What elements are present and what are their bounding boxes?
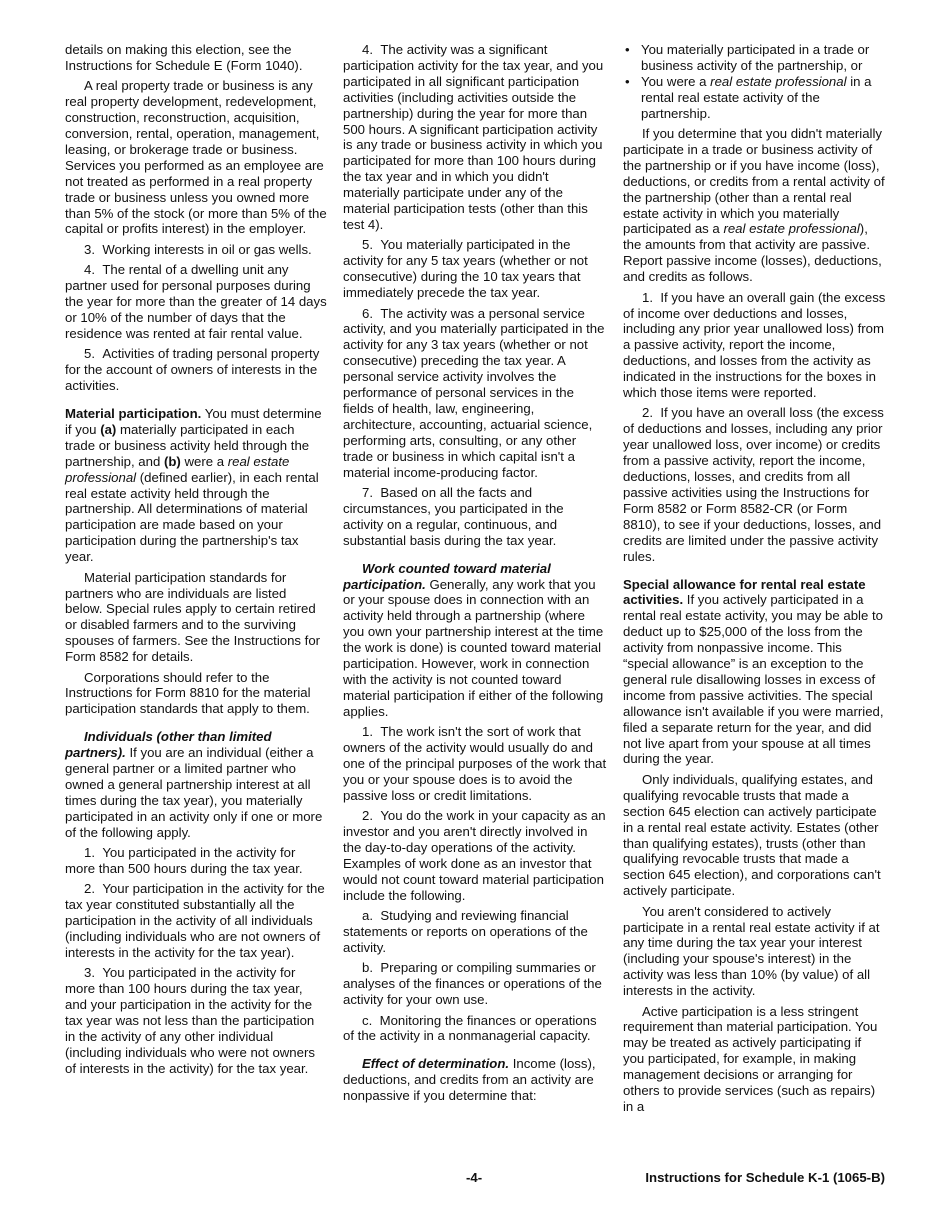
paragraph: Individuals (other than limited partners). If you are an individual (either a general partner or a limited partner who owned a general partnership interest at all times during the tax year), you materially participated in an activity only if one or more of the following apply. <box>65 729 323 840</box>
section-heading-material-participation: Material participation. <box>65 406 202 422</box>
list-item: 4. The rental of a dwelling unit any partner used for personal purposes during the year for more than the greater of 14 days or 10% of the number of days that the residence was rented at fair rental value. <box>65 262 327 341</box>
section-heading-individuals: Individuals (other than limited partners). <box>65 729 272 761</box>
list-item: 4. The activity was a significant participation activity for the tax year, and you participated in all significant participation activities (including activities outside the partnership) during the year for more than 500 hours. A significant participation activity is any trade or business activity in which you participated for more than 100 hours during the tax year and in which you didn't materially participate under any of the material participation tests (other than this test 4). <box>343 42 604 232</box>
list-item: 2. If you have an overall loss (the excess of deductions and losses, including any prior year unallowed loss, over income) or credits from a passive activity, report the income, deductions, losses, and credits from all passive activities using the Instructions for Form 8582 or Form 8582-CR (or Form 8810), to see if your deductions, losses, and credits are limited under the passive activity rules. <box>623 405 884 564</box>
paragraph: Corporations should refer to the Instructions for Form 8810 for the material participation standards that apply to them. <box>65 669 311 717</box>
list-item: 6. The activity was a personal service activity, and you materially participated in the activity for any 3 tax years (whether or not consecutive) preceding the tax year. A personal service activity involves the performance of personal services in the fields of health, law, engineering, architecture, accounting, actuarial science, performing arts, consulting, or any other trade or business in which capital isn't a material income-producing factor. <box>343 305 605 480</box>
section-heading-work-counted: Work counted toward material participation. <box>343 560 551 592</box>
list-item: 1. If you have an overall gain (the excess of income over deductions and losses, including any prior year unallowed loss) from a passive activity, report the income, deductions, and losses from the activity as indicated in the instructions for the boxes in which those items were reported. <box>623 289 886 401</box>
paragraph: Material participation. You must determine if you (a) materially participated in each trade or business activity held through the partnership, and (b) were a real estate professional (defined earlier), in each rental real estate activity held through the partnership. All determinations of material participation are made based on your participation during the partnership's tax year. <box>65 406 322 565</box>
paragraph: If you determine that you didn't materially participate in a trade or business activity of the partnership or if you have income (loss), deductions, or credits from a rental activity of the partnership (other than a rental real estate activity in which you materially participated as a real estate professional), the amounts from that activity are passive. Report passive income (losses), deductions, and credits as follows. <box>623 126 885 285</box>
bullet-item: • You were a real estate professional in a rental real estate activity of the partnership. <box>625 73 872 121</box>
page-number: -4- <box>466 1170 483 1185</box>
bullet-item: • You materially participated in a trade or business activity of the partnership, or <box>625 42 870 73</box>
list-item: c. Monitoring the finances or operations of the activity in a nonmanagerial capacity. <box>343 1012 597 1044</box>
list-item: 2. Your participation in the activity for the tax year constituted substantially all the participation in the activity of all individuals (including individuals who are not owners of interests in the activity for the tax year). <box>65 881 325 961</box>
section-heading-effect: Effect of determination. <box>362 1056 510 1072</box>
list-item: 7. Based on all the facts and circumstances, you participated in the activity on a regular, continuous, and substantial basis during the tax year. <box>343 484 564 548</box>
footer-title: Instructions for Schedule K-1 (1065-B) <box>645 1170 885 1185</box>
list-item: 1. The work isn't the sort of work that owners of the activity would usually do and one of the principal purposes of the work that you or your spouse does is to avoid the passive loss or credit limitations. <box>343 724 607 803</box>
paragraph: A real property trade or business is any real property development, redevelopment, construction, reconstruction, acquisition, conversion, rental, operation, management, leasing, or brokerage trade or business. Services you performed as an employee are not treated as performed in a real property trade or business unless you owned more than 5% of the stock (or more than 5% of the capital or profits interest) in the employer. <box>65 78 327 237</box>
paragraph: Material participation standards for partners who are individuals are listed below. Special rules apply to certain retired or disabled farmers and to the surviving spouses of farmers. See the Instructions for Form 8582 for details. <box>65 569 321 665</box>
paragraph: Special allowance for rental real estate activities. If you actively participated in a rental real estate activity, you may be able to deduct up to $25,000 of the loss from the activity from nonpassive income. This “special allowance” is an exception to the general rule disallowing losses in excess of income from passive activities. The special allowance isn't available if you were married, filed a separate return for the year, and did not live apart from your spouse at all times during the year. <box>623 576 884 767</box>
column-right <box>623 42 886 1119</box>
paragraph: Active participation is a less stringent requirement than material participation. You may be treated as actively participating if you participated, for example, in making management decisions or arranging for others to provide services (such as repairs) in a <box>623 1003 878 1114</box>
list-item: b. Preparing or compiling summaries or analyses of the finances or operations of the activity for your own use. <box>343 960 602 1008</box>
section-heading-special-allowance: Special allowance for rental real estate activities. <box>623 576 866 608</box>
list-item: 2. You do the work in your capacity as an investor and you aren't directly involved in the day-to-day operations of the activity. Examples of work done as an investor that would not count toward material participation include the following. <box>343 808 606 903</box>
paragraph: Only individuals, qualifying estates, and qualifying revocable trusts that made a section 645 election can actively participate in a rental real estate activity. Estates (other than qualifying estates), trusts (other than qualifying revocable trusts that made a section 645 election), and corporations can't actively participate. <box>623 771 881 899</box>
list-item: 5. Activities of trading personal property for the account of owners of interests in the activities. <box>65 346 320 394</box>
list-item: 3. You participated in the activity for more than 100 hours during the tax year, and your participation in the activity for the tax year was not less than the participation in the activity of any other individual (including individuals who were not owners of interests in the activity) for the tax year. <box>65 965 315 1076</box>
list-item: a. Studying and reviewing financial statements or reports on operations of the activity. <box>343 908 588 955</box>
column-middle <box>343 42 607 1109</box>
paragraph: details on making this election, see the Instructions for Schedule E (Form 1040). <box>65 42 303 73</box>
paragraph: Work counted toward material participation. Generally, any work that you or your spouse does in connection with an activity held through a partnership (where you own your partnership interest at the time the work is done) is counted toward material participation. However, work in connection with the activity is not counted toward material participation if either of the following applies. <box>343 560 604 719</box>
list-item: 3. Working interests in oil or gas wells. <box>84 241 312 257</box>
bullet-icon: • <box>625 73 630 89</box>
list-item: 1. You participated in the activity for more than 500 hours during the tax year. <box>65 845 303 876</box>
bullet-icon: • <box>625 42 630 57</box>
paragraph: Effect of determination. Income (loss), deductions, and credits from an activity are nonpassive if you determine that: <box>343 1056 596 1104</box>
paragraph: You aren't considered to actively participate in a rental real estate activity if at any time during the tax year your interest (including your spouse's interest) in the activity was less than 10% (by value) of all interests in the activity. <box>623 903 880 999</box>
column-left <box>65 42 327 1081</box>
list-item: 5. You materially participated in the activity for any 5 tax years (whether or not consecutive) during the 10 tax years that immediately precede the tax year. <box>343 237 588 301</box>
